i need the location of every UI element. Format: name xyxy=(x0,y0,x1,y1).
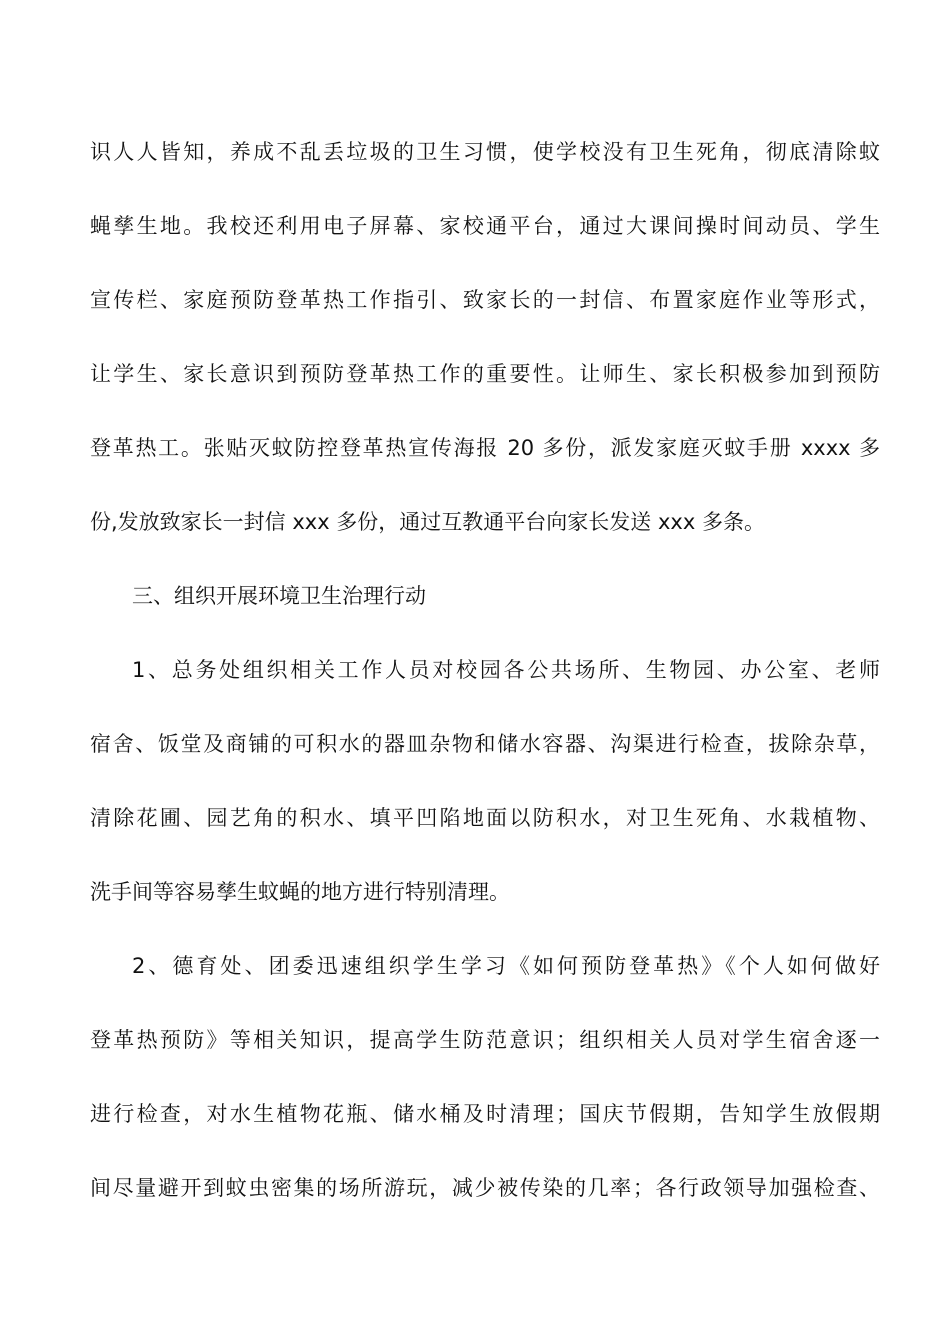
text-line: 份,发放致家长一封信 xxx 多份，通过互教通平台向家长发送 xxx 多条。 xyxy=(90,510,765,534)
section-heading: 三、组织开展环境卫生治理行动 xyxy=(132,584,426,608)
text-line: 清除花圃、园艺角的积水、填平凹陷地面以防积水，对卫生死角、水栽植物、 xyxy=(90,806,880,830)
text-line: 洗手间等容易孳生蚊蝇的地方进行特别清理。 xyxy=(90,880,510,904)
text-line: 登革热工。张贴灭蚊防控登革热宣传海报 20 多份，派发家庭灭蚊手册 xxxx 多 xyxy=(90,436,880,460)
text-line: 识人人皆知，养成不乱丢垃圾的卫生习惯，使学校没有卫生死角，彻底清除蚊 xyxy=(90,140,880,164)
text-line: 蝇孳生地。我校还利用电子屏幕、家校通平台，通过大课间操时间动员、学生 xyxy=(90,214,880,238)
text-line: 宣传栏、家庭预防登革热工作指引、致家长的一封信、布置家庭作业等形式， xyxy=(90,288,880,312)
text-line: 宿舍、饭堂及商铺的可积水的器皿杂物和储水容器、沟渠进行检查，拔除杂草， xyxy=(90,732,880,756)
text-line: 进行检查，对水生植物花瓶、储水桶及时清理；国庆节假期，告知学生放假期 xyxy=(90,1102,880,1126)
text-line: 2、德育处、团委迅速组织学生学习《如何预防登革热》《个人如何做好 xyxy=(132,954,880,978)
text-line: 1、总务处组织相关工作人员对校园各公共场所、生物园、办公室、老师 xyxy=(132,658,880,682)
text-line: 间尽量避开到蚊虫密集的场所游玩，减少被传染的几率；各行政领导加强检查、 xyxy=(90,1176,880,1200)
text-line: 让学生、家长意识到预防登革热工作的重要性。让师生、家长积极参加到预防 xyxy=(90,362,880,386)
text-line: 登革热预防》等相关知识，提高学生防范意识；组织相关人员对学生宿舍逐一 xyxy=(90,1028,880,1052)
